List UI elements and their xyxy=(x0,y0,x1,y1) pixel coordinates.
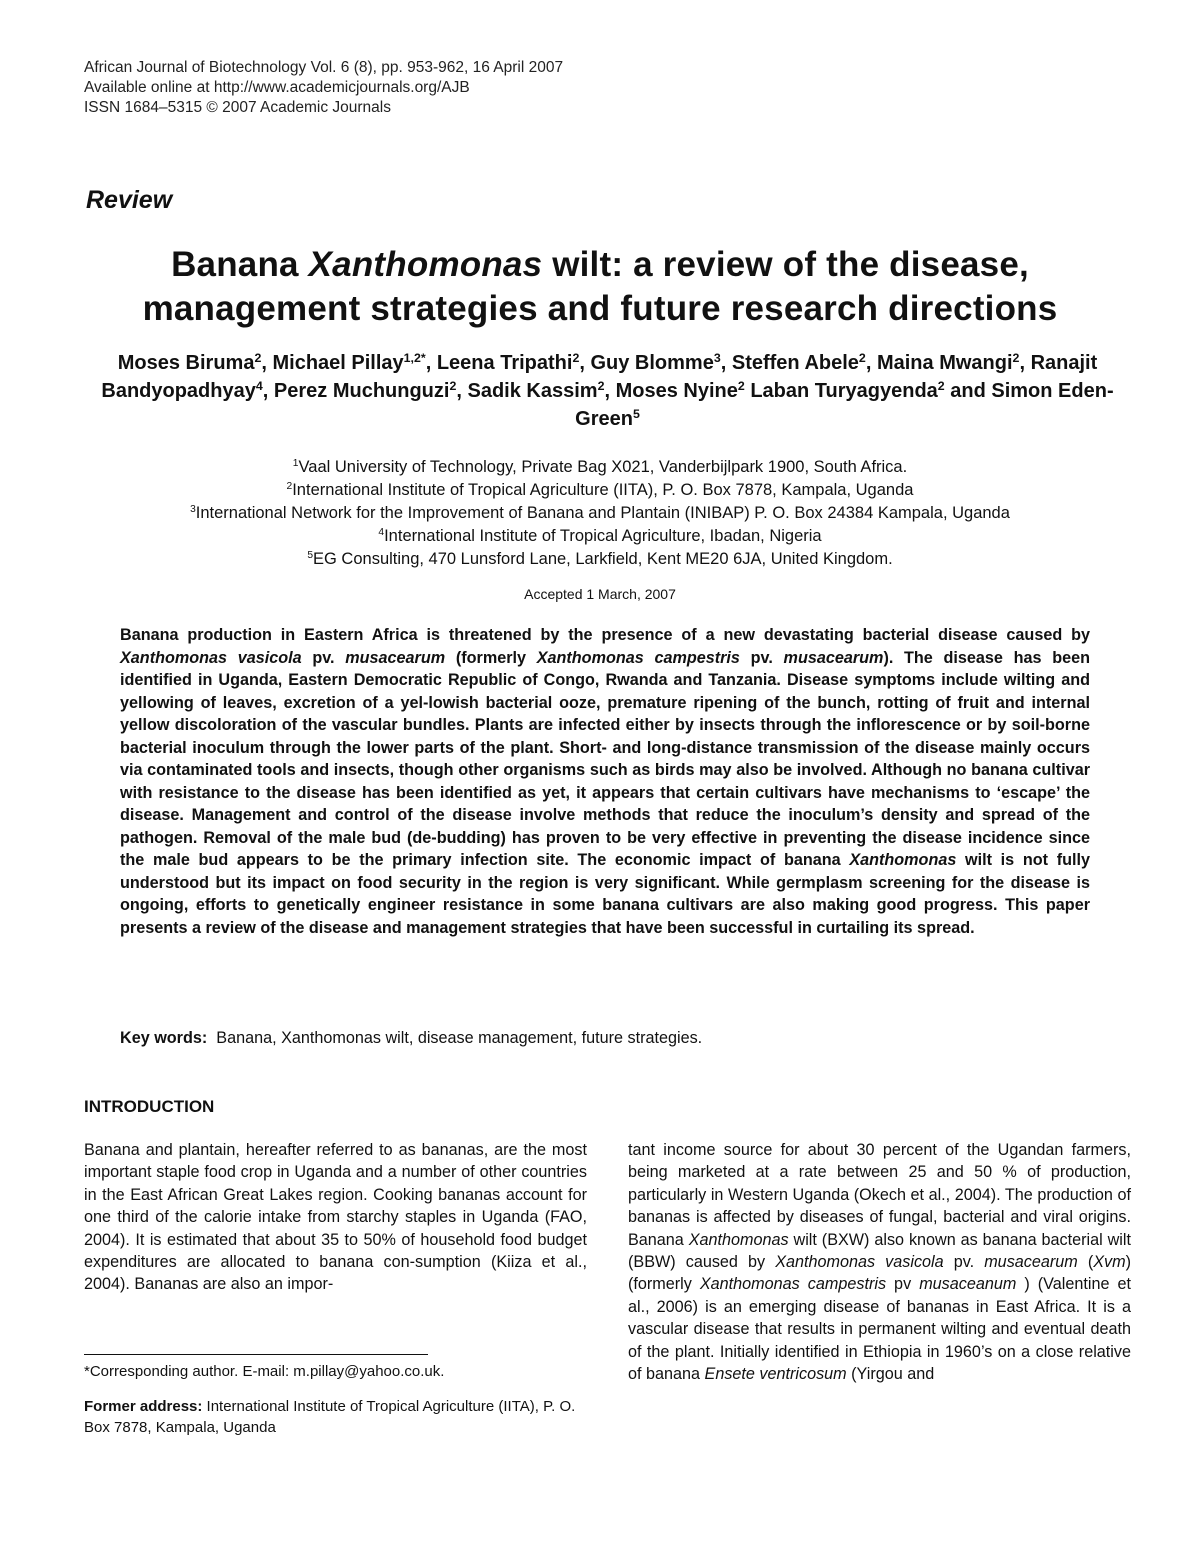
affiliation: $^1$Vaal University of Technology, Private Bag X021, Vanderbijlpark 1900, South Africa. xyxy=(292,458,908,476)
author: Laban Turyagyenda$^2$ and xyxy=(750,379,992,402)
keywords-text: Banana, Xanthomonas wilt, disease management, future strategies. xyxy=(216,1029,703,1047)
affiliation: $^3$International Network for the Improvement of Banana and Plantain (INIBAP) P. O. Box 24384 Kampala, Uganda xyxy=(190,504,1010,522)
author: Ranajit Bandyopadhyay$^4$, xyxy=(101,352,1098,402)
author: Perez Muchunguzi$^2$, xyxy=(273,379,468,402)
author: Steffen Abele$^2$, xyxy=(731,351,877,374)
author: Maina Mwangi$^2$, xyxy=(876,351,1031,374)
footnote-divider xyxy=(84,1354,428,1355)
intro-left-column: Banana and plantain, hereafter referred to as bananas, are the most important staple food crop in Uganda and a number of other countries in the East African Great Lakes region. Cooking bananas account for one third of the calorie intake from starchy staples in Uganda (FAO, 2004). It is estimated that about 35 to 50% of household food budget expenditures are allocated to banana con-sumption (Kiiza et al., 2004). Bananas are also an impor- xyxy=(84,1141,587,1294)
affiliations xyxy=(60,456,1140,571)
author: Michael Pillay$^{1,2*}$, xyxy=(272,351,437,374)
journal-header xyxy=(84,58,563,118)
journal-url: Available online at http://www.academicjournals.org/AJB xyxy=(84,79,470,96)
abstract: Banana production in Eastern Africa is threatened by the presence of a new devastating bacterial disease caused by Xanthomonas vasicola pv. musacearum (formerly Xanthomonas campestris pv. musacearum). The disease has been identified in Uganda, Eastern Democratic Republic of Congo, Rwanda and Tanzania. Disease symptoms include wilting and yellowing of leaves, excretion of a yel-lowish bacterial ooze, premature ripening of the bunch, rotting of fruit and internal yellow discoloration of the vascular bundles. Plants are infected either by insects through the inflorescence or by soil-borne bacterial inoculum through the lower parts of the plant. Short- and long-distance transmission of the disease mainly occurs via contaminated tools and insects, though other organisms such as birds may also be involved. Although no banana cultivar with resistance to the disease has been identified as yet, it appears that certain cultivars have mechanisms to ‘escape’ the disease. Management and control of the disease involve methods that reduce the inoculum’s density and spread of the pathogen. Removal of the male bud (de-budding) has proven to be very effective in preventing the disease incidence since the male bud appears to be the primary infection site. The economic impact of banana Xanthomonas wilt is not fully understood but its impact on food security in the region is very significant. While germplasm screening for the disease is ongoing, efforts to genetically engineer resistance in some banana cultivars are also making good progress. This paper presents a review of the disease and management strategies that have been successful in curtailing its spread. xyxy=(120,626,1090,937)
former-address: Former address: International Institute of Tropical Agriculture (IITA), P. O. Box 7878, Kampala, Uganda xyxy=(84,1398,576,1436)
author-list xyxy=(80,349,1135,433)
author: Guy Blomme$^3$, xyxy=(590,351,732,374)
author: Simon Eden-Green$^5$ xyxy=(575,380,1114,430)
journal-citation: African Journal of Biotechnology Vol. 6 (8), pp. 953-962, 16 April 2007 xyxy=(84,59,564,76)
accepted-date: Accepted 1 March, 2007 xyxy=(524,586,676,602)
author: Moses Nyine$^2$ xyxy=(615,379,745,402)
author: Sadik Kassim$^2$, xyxy=(467,379,616,402)
author: Moses Biruma$^2$, xyxy=(117,351,273,374)
section-heading: INTRODUCTION xyxy=(84,1097,215,1116)
author: Leena Tripathi$^2$, xyxy=(436,351,591,374)
intro-right-column: tant income source for about 30 percent of the Ugandan farmers, being marketed at a rate between 25 and 50 % of production, particularly in Western Uganda (Okech et al., 2004). The production of bananas is affected by diseases of fungal, bacterial and viral origins. Banana Xanthomonas wilt (BXW) also known as banana bacterial wilt (BBW) caused by Xanthomonas vasicola pv. musacearum (Xvm) (formerly Xanthomonas campestris pv musaceanum ) (Valentine et al., 2006) is an emerging disease of bananas in East Africa. It is a vascular disease that results in permanent wilting and eventual death of the plant. Initially identified in Ethiopia in 1960’s on a close relative of banana Ensete ventricosum (Yirgou and xyxy=(628,1141,1132,1384)
affiliation: $^2$International Institute of Tropical Agriculture (IITA), P. O. Box 7878, Kampala, Uganda xyxy=(286,481,914,499)
article-type: Review xyxy=(86,186,173,214)
keywords xyxy=(120,1029,702,1048)
keywords-label: Key words: xyxy=(120,1029,208,1047)
journal-issn: ISSN 1684–5315 © 2007 Academic Journals xyxy=(84,99,391,116)
affiliation: $^4$International Institute of Tropical Agriculture, Ibadan, Nigeria xyxy=(378,527,822,545)
affiliation: $^5$EG Consulting, 470 Lunsford Lane, Larkfield, Kent ME20 6JA, United Kingdom. xyxy=(307,550,893,568)
page-title: Banana Xanthomonas wilt: a review of the disease, management strategies and future research directions xyxy=(142,245,1058,328)
corresponding-author: *Corresponding author. E-mail: m.pillay@yahoo.co.uk. xyxy=(84,1363,445,1380)
